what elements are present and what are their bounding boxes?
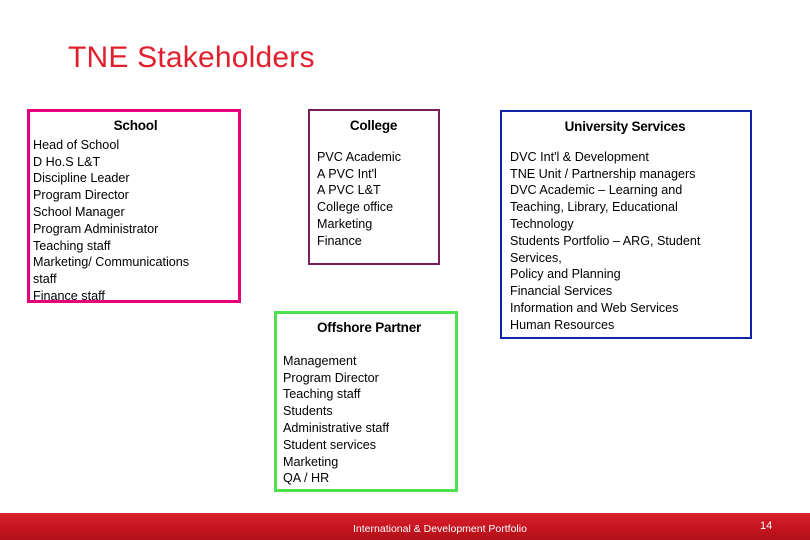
- university-list: [510, 149, 728, 334]
- college-stakeholder-box: [308, 109, 440, 265]
- list-item: DVC Academic – Learning and Teaching, Library, Educational Technology: [510, 183, 683, 231]
- list-item: Head of School: [33, 137, 120, 152]
- list-item: Program Director: [33, 188, 129, 203]
- list-item: Discipline Leader: [33, 171, 130, 186]
- list-item: College office: [317, 200, 394, 215]
- page-number: 14: [760, 520, 773, 532]
- offshore-list: [283, 353, 455, 487]
- list-item: Finance staff: [33, 288, 105, 303]
- list-item: Students: [283, 404, 333, 419]
- list-item: Marketing: [317, 216, 373, 231]
- college-heading: College: [349, 118, 398, 133]
- list-item: Policy and Planning: [510, 267, 621, 282]
- list-item: Marketing: [283, 454, 339, 469]
- list-item: Financial Services: [510, 284, 613, 299]
- list-item: TNE Unit / Partnership managers: [510, 166, 696, 181]
- list-item: Marketing/ Communications staff: [33, 255, 190, 287]
- list-item: School Manager: [33, 204, 125, 219]
- list-item: Teaching staff: [33, 238, 111, 253]
- slide-title: TNE Stakeholders: [68, 41, 315, 74]
- list-item: Student services: [283, 437, 377, 452]
- list-item: Human Resources: [510, 317, 615, 332]
- list-item: Management: [283, 353, 357, 368]
- list-item: DVC Int'l & Development: [510, 149, 649, 164]
- school-list: [33, 137, 238, 305]
- list-item: A PVC Int'l: [317, 166, 377, 181]
- offshore-partner-box: [274, 311, 458, 492]
- list-item: A PVC L&T: [317, 183, 381, 198]
- list-item: D Ho.S L&T: [33, 154, 101, 169]
- school-heading: School: [113, 118, 158, 133]
- offshore-heading: Offshore Partner: [317, 320, 422, 335]
- footer-portfolio-label: International & Development Portfolio: [353, 523, 527, 535]
- list-item: Teaching staff: [283, 387, 361, 402]
- list-item: Administrative staff: [283, 420, 390, 435]
- university-heading: University Services: [564, 119, 686, 134]
- school-stakeholder-box: [27, 109, 241, 303]
- university-services-box: [500, 110, 752, 339]
- college-list: [317, 149, 438, 250]
- list-item: Information and Web Services: [510, 300, 679, 315]
- list-item: Program Administrator: [33, 221, 159, 236]
- list-item: QA / HR: [283, 471, 330, 486]
- list-item: Students Portfolio – ARG, Student Services,: [510, 233, 701, 265]
- footer-bar: [0, 513, 810, 540]
- list-item: PVC Academic: [317, 149, 401, 164]
- list-item: Finance: [317, 233, 362, 248]
- list-item: Program Director: [283, 370, 379, 385]
